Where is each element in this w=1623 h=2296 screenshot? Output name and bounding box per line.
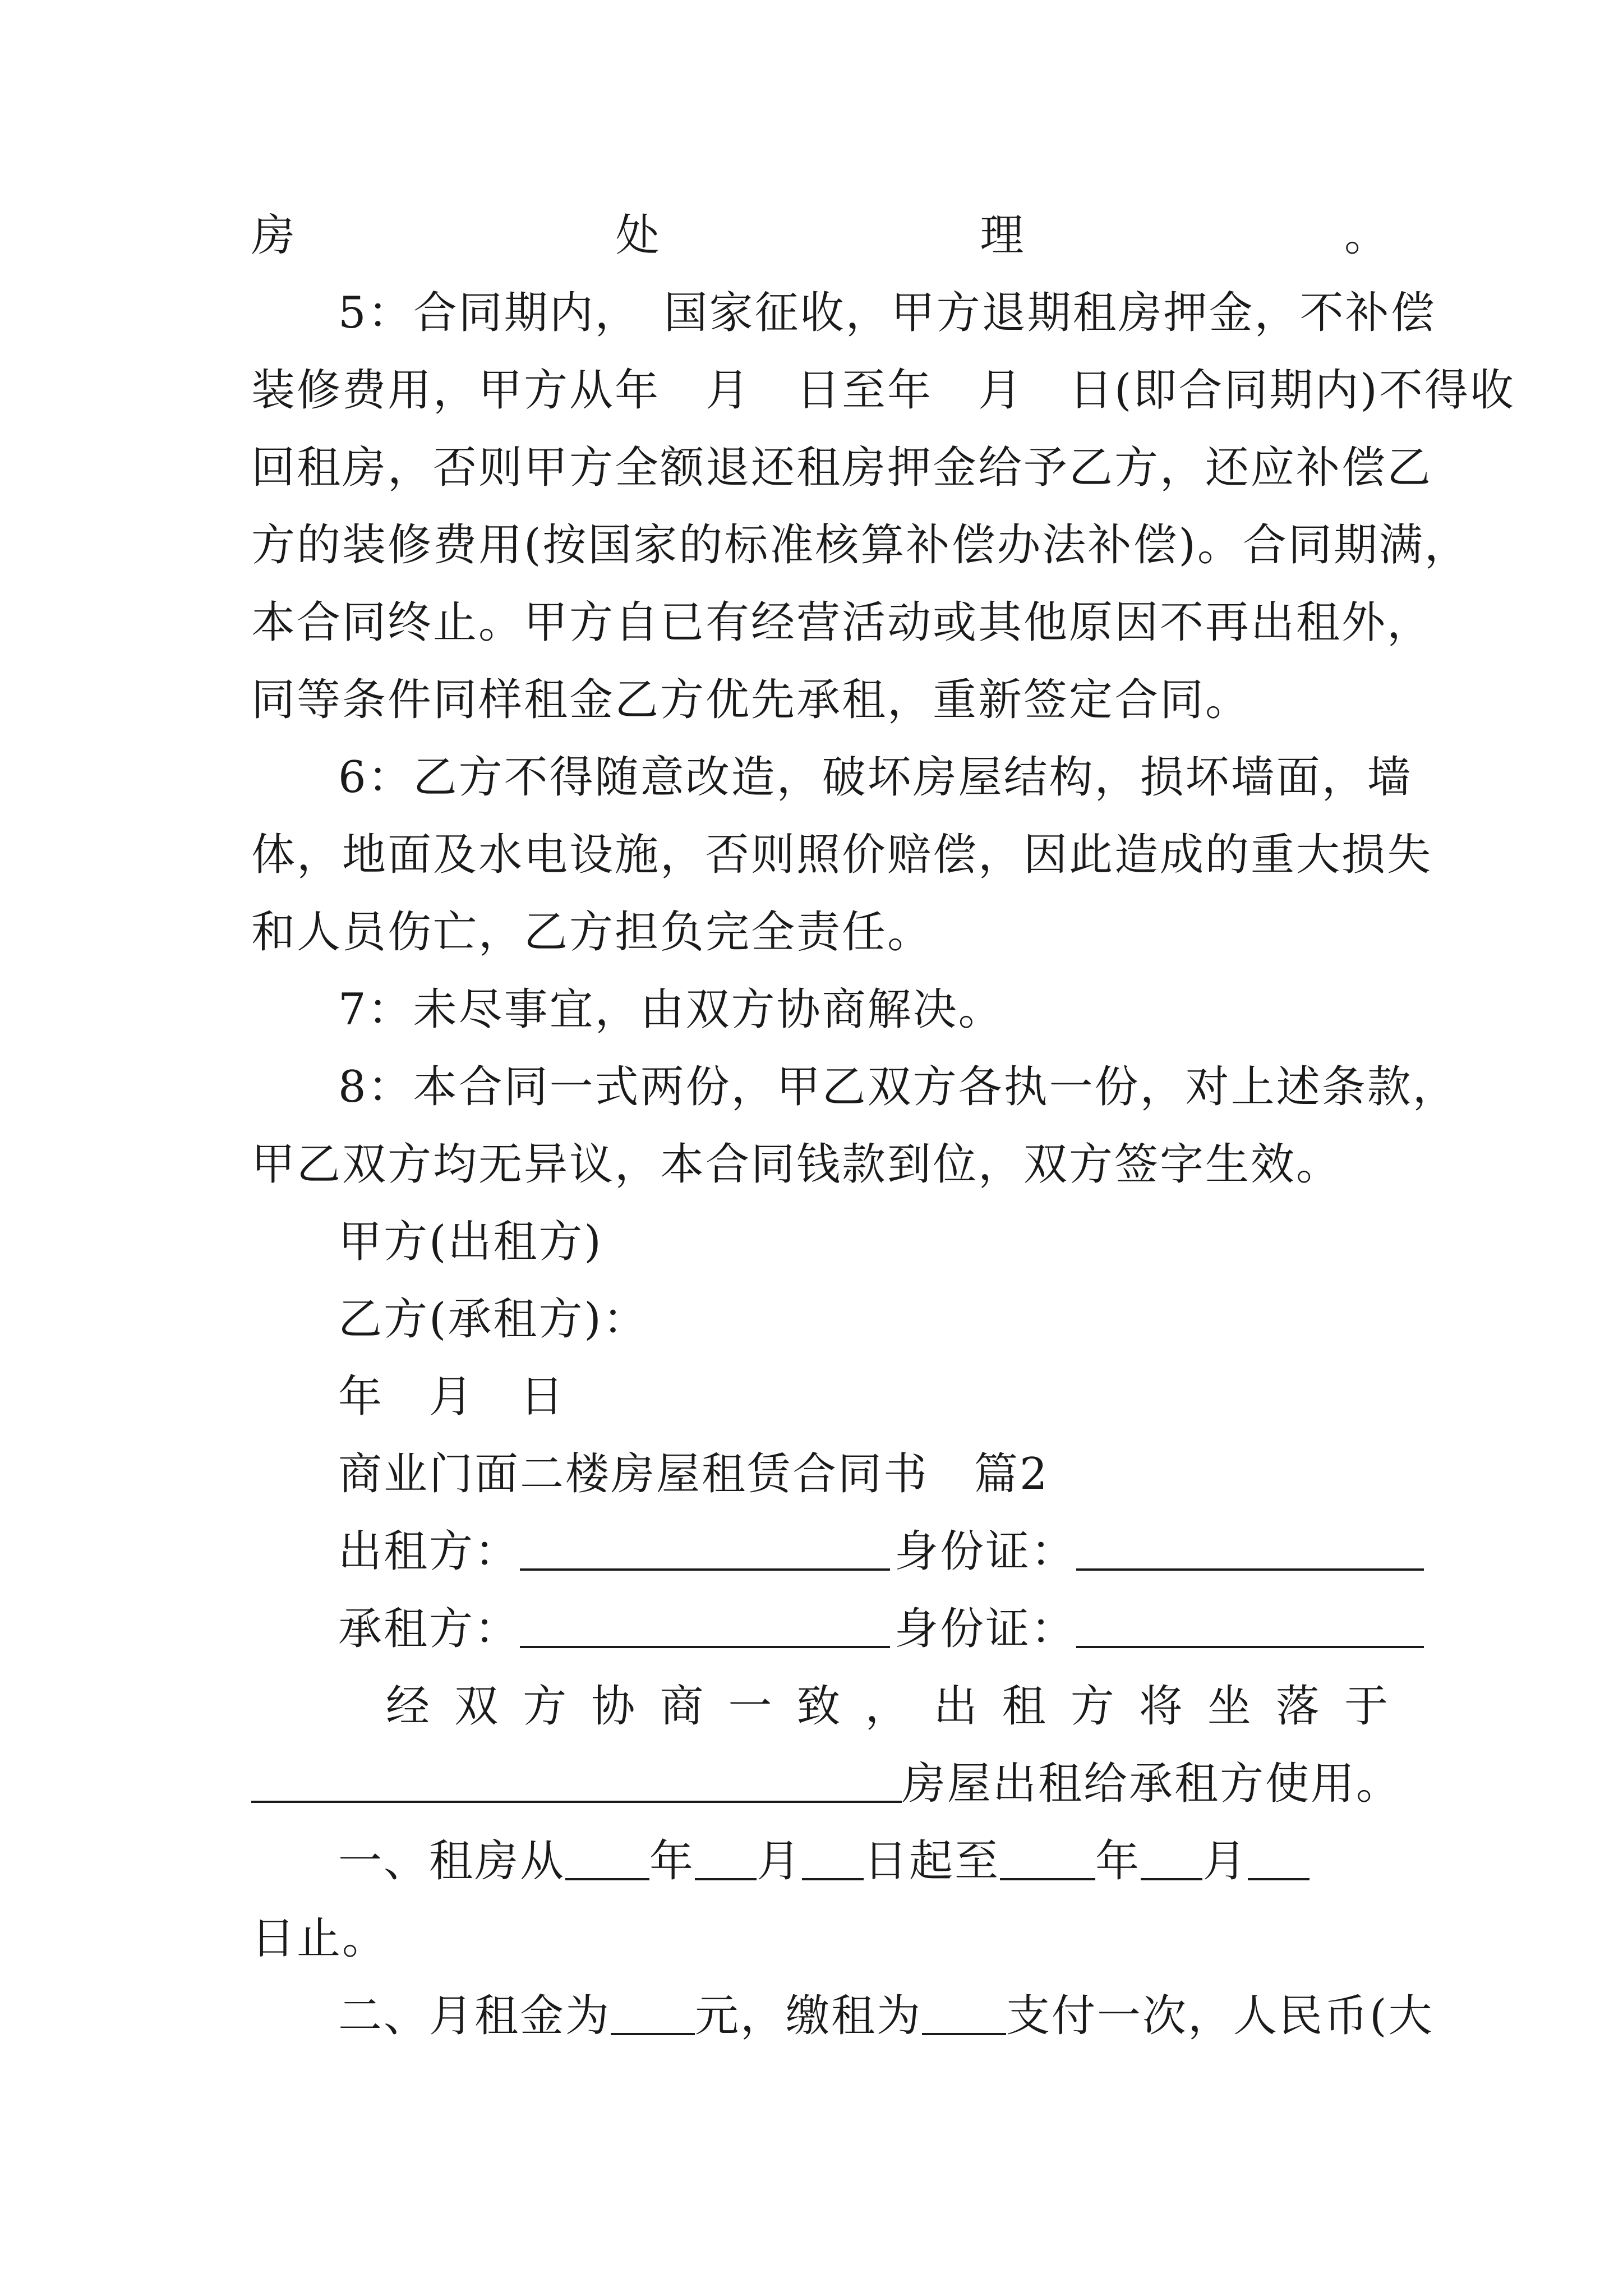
payment-tail: 支付一次，人民币(大: [1006, 1991, 1434, 2041]
text-line: 和人员伤亡，乙方担负完全责任。: [251, 907, 933, 958]
lessor-id-blank: [1076, 1525, 1424, 1571]
clause-8: 8：本合同一式两份，甲乙双方各执一份，对上述条款，: [338, 1062, 1458, 1112]
lessee-id-label: 身份证：: [895, 1604, 1077, 1654]
clause-7: 7：未尽事宜，由双方协商解决。: [338, 984, 1004, 1035]
clause-5: 5：合同期内， 国家征收，甲方退期租房押金，不补偿: [338, 288, 1436, 338]
text-line: 方的装修费用(按国家的标准核算补偿办法补偿)。合同期满，: [251, 520, 1470, 570]
rent-amount-blank: [611, 1989, 695, 2035]
month-label: 月: [1202, 1836, 1248, 1887]
text-line: 回租房，否则甲方全额退还租房押金给予乙方，还应补偿乙: [251, 443, 1433, 493]
location-blank: [251, 1757, 902, 1803]
text-line: 体，地面及水电设施，否则照价赔偿，因此造成的重大损失: [251, 830, 1433, 880]
lessor-id-label: 身份证：: [895, 1526, 1077, 1577]
party-a-signature: 甲方(出租方): [338, 1217, 603, 1267]
lessor-name-blank: [520, 1525, 890, 1571]
year-label: 年: [1095, 1836, 1141, 1887]
lessee-id-blank: [1076, 1602, 1424, 1648]
end-year-blank: [1000, 1834, 1095, 1880]
party-b-signature: 乙方(承租方)：: [338, 1294, 648, 1345]
end-day-blank: [1248, 1834, 1310, 1880]
term-line: [338, 1828, 1310, 1895]
start-year-blank: [565, 1834, 649, 1880]
lessor-row: [338, 1518, 1424, 1585]
signature-date: 年 月 日: [338, 1372, 566, 1422]
rent-label: 二、月租金为: [338, 1991, 611, 2041]
lessor-label: 出租方：: [338, 1526, 520, 1577]
lessee-name-blank: [520, 1602, 890, 1648]
term-to-label: 日起至: [864, 1836, 1000, 1887]
lessee-row: [338, 1595, 1424, 1663]
text-line: 甲乙双方均无异议，本合同钱款到位，双方签字生效。: [251, 1139, 1342, 1190]
text-line: 日止。: [251, 1913, 388, 1964]
month-label: 月: [757, 1836, 803, 1887]
location-line: [251, 1750, 1401, 1818]
term-from-label: 一、租房从: [338, 1836, 566, 1887]
section-title: 商业门面二楼房屋租赁合同书 篇2: [338, 1449, 1049, 1499]
text-line: 本合同终止。甲方自已有经营活动或其他原因不再出租外，: [251, 597, 1433, 648]
end-month-blank: [1141, 1834, 1202, 1880]
year-label: 年: [649, 1836, 695, 1887]
payment-period-blank: [922, 1989, 1006, 2035]
payment-label: 元，缴租为: [695, 1991, 923, 2041]
text-line: 同等条件同样租金乙方优先承租，重新签定合同。: [251, 675, 1251, 725]
start-month-blank: [695, 1834, 757, 1880]
text-line: 装修费用，甲方从年 月 日至年 月 日(即合同期内)不得收: [251, 365, 1515, 416]
lessee-label: 承租方：: [338, 1604, 520, 1654]
agreement-line: 经双方协商一致，出租方将坐落于: [386, 1681, 1390, 1732]
clause-6: 6：乙方不得随意改造，破坏房屋结构，损坏墙面，墙: [338, 752, 1413, 803]
rent-line: [338, 1982, 1433, 2050]
location-tail: 房屋出租给承租方使用。: [902, 1759, 1402, 1809]
text-line: 房处理。: [251, 210, 1390, 261]
start-day-blank: [802, 1834, 864, 1880]
